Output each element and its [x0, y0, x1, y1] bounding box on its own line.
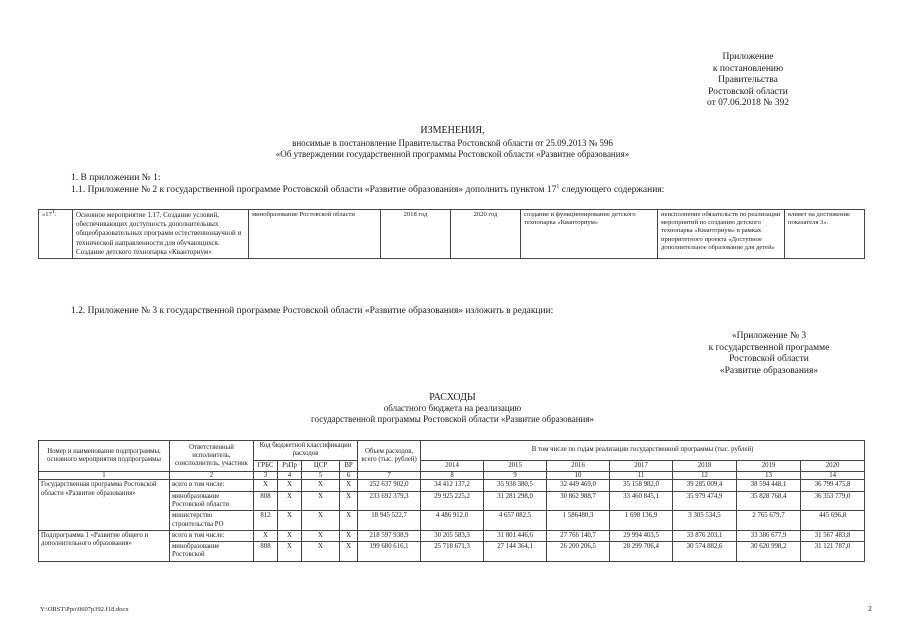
header-rzpr: РзПр — [278, 460, 302, 471]
row-executor: всего в том числе: — [170, 530, 254, 541]
header-year: 2014 — [421, 460, 484, 471]
column-number: 3 — [254, 471, 278, 480]
paragraph-text: 1.1. Приложение № 2 к государственной программе Ростовской области «Развитие образования» дополнить пунктом 17 — [71, 185, 557, 195]
row-year-value: 3 305 534,5 — [673, 511, 737, 531]
header-budget-code: Код бюджетной классификации расходов — [254, 441, 358, 461]
row-year-value: 31 281 298,0 — [484, 491, 547, 511]
row-year-value: 27 766 140,7 — [547, 530, 610, 541]
column-number: 13 — [737, 471, 801, 480]
row-year-value: 445 696,8 — [801, 511, 865, 531]
column-number: 12 — [673, 471, 737, 480]
row-grbs: X — [254, 480, 278, 491]
row-rzpr: X — [278, 530, 302, 541]
column-number: 2 — [170, 471, 254, 480]
superscript: 1 — [51, 208, 55, 215]
measure-result: создание и функционирование детского технопарка «Кванториум» — [521, 210, 658, 259]
row-grbs: 812 — [254, 511, 278, 531]
document-subtitle: вносимые в постановление Правительства Ростовской области от 25.09.2013 № 596 — [292, 138, 613, 148]
row-csr: X — [302, 542, 340, 562]
superscript: 1 — [556, 183, 560, 190]
header-year: 2017 — [610, 460, 673, 471]
column-number: 1 — [39, 471, 170, 480]
header-year: 2015 — [484, 460, 547, 471]
row-year-value: 29 994 403,5 — [610, 530, 673, 541]
header-volume: Объем расходов, всего (тыс. рублей) — [358, 441, 421, 472]
row-vr: X — [340, 530, 358, 541]
appendix-3-line: «Развитие образования» — [719, 365, 819, 376]
appendix-line: Приложение — [722, 52, 774, 62]
header-year: 2016 — [547, 460, 610, 471]
row-rzpr: X — [278, 542, 302, 562]
header-year: 2020 — [801, 460, 865, 471]
row-year-value: 25 718 671,3 — [421, 542, 484, 562]
row-year-value: 38 594 448,1 — [737, 480, 801, 491]
row-total: 252 637 902,0 — [358, 480, 421, 491]
row-year-value: 1 586480,3 — [547, 511, 610, 531]
document-subtitle: «Об утверждении государственной программы Ростовской области «Развитие образования» — [275, 149, 630, 159]
row-vr: X — [340, 511, 358, 531]
appendix-3-line: к государственной программе — [708, 342, 830, 353]
row-rzpr: X — [278, 480, 302, 491]
row-rzpr: X — [278, 491, 302, 511]
row-year-value: 4 486 912,0 — [421, 511, 484, 531]
paragraph-text: следующего содержания: — [559, 185, 665, 195]
paragraph-1: 1. В приложении № 1: — [71, 173, 161, 183]
header-name: Номер и наименование подпрограммы, основного мероприятия подпрограммы — [39, 441, 170, 472]
appendix-line: Ростовской области — [708, 86, 788, 97]
row-grbs: X — [254, 530, 278, 541]
row-year-value: 31 121 787,0 — [801, 542, 865, 562]
row-vr: X — [340, 480, 358, 491]
table-row — [39, 480, 865, 491]
appendix-line: к постановлению — [712, 63, 784, 74]
subprogram-name: Подпрограмма 1 «Развитие общего и дополнительного образования» — [39, 530, 170, 561]
row-year-value: 2 765 679,7 — [737, 511, 801, 531]
row-executor: министерство строительства РО — [170, 511, 254, 531]
row-executor: минобразование Ростовской области — [170, 491, 254, 511]
measure-name: Основное мероприятие 1.17. Создание условий, обеспечивающих доступность дополнительных общеобразовательных программ естественнонаучной и технической направленности для обучающихся. Создание детского технопарка «Кванториум» — [73, 210, 249, 259]
row-vr: X — [340, 542, 358, 562]
appendix-line: Правительства — [718, 75, 778, 86]
row-total: 18 945 522,7 — [358, 511, 421, 531]
appendix-3-header — [689, 331, 849, 377]
appendix-3-line: Ростовской области — [729, 354, 809, 365]
row-year-value: 33 460 845,1 — [610, 491, 673, 511]
row-year-value: 35 938 380,5 — [484, 480, 547, 491]
row-year-value: 32 449 469,0 — [547, 480, 610, 491]
row-year-value: 4 657 082,5 — [484, 511, 547, 531]
row-year-value: 30 574 882,6 — [673, 542, 737, 562]
row-grbs: 808 — [254, 491, 278, 511]
row-executor: минобразование Ростовской — [170, 542, 254, 562]
row-year-value: 28 299 706,4 — [610, 542, 673, 562]
header-vr: ВР — [340, 460, 358, 471]
measure-number: «17 — [42, 211, 52, 218]
row-csr: X — [302, 491, 340, 511]
file-path: Y:\ORST\Ppo\0607p392.f18.docx — [40, 606, 129, 613]
column-number-row — [39, 471, 865, 480]
header-year: 2019 — [737, 460, 801, 471]
row-year-value: 36 799 475,8 — [801, 480, 865, 491]
row-csr: X — [302, 530, 340, 541]
column-number: 8 — [421, 471, 484, 480]
header-year: 2018 — [673, 460, 737, 471]
expenses-title — [0, 392, 905, 425]
expenses-title-line: областного бюджета на реализацию — [383, 403, 522, 413]
row-year-value: 27 144 364,1 — [484, 542, 547, 562]
header-grbs: ГРБС — [254, 460, 278, 471]
paragraph-1-1 — [71, 185, 664, 196]
appendix-header — [668, 52, 828, 110]
row-year-value: 33 386 677,9 — [737, 530, 801, 541]
column-number: 10 — [547, 471, 610, 480]
row-year-value: 35 979 474,9 — [673, 491, 737, 511]
expenses-title-line: государственной программы Ростовской области «Развитие образования» — [311, 414, 594, 424]
page-number: 2 — [868, 604, 872, 613]
measure-number-cell — [39, 210, 73, 259]
header-executor: Ответственный исполнитель, соисполнитель, участник — [170, 441, 254, 472]
row-year-value: 26 200 206,5 — [547, 542, 610, 562]
row-year-value: 31 567 483,8 — [801, 530, 865, 541]
measure-start: 2018 год — [381, 210, 451, 259]
row-total: 199 680 616,1 — [358, 542, 421, 562]
column-number: 11 — [610, 471, 673, 480]
row-csr: X — [302, 480, 340, 491]
expenses-title-line: РАСХОДЫ — [429, 392, 476, 403]
column-number: 4 — [278, 471, 302, 480]
column-number: 14 — [801, 471, 865, 480]
column-number: 7 — [358, 471, 421, 480]
row-year-value: 30 205 583,3 — [421, 530, 484, 541]
column-number: 6 — [340, 471, 358, 480]
table-row — [39, 530, 865, 541]
column-number: 5 — [302, 471, 340, 480]
row-executor: всего в том числе: — [170, 480, 254, 491]
measure-link: влияет на достижение показателя 3». — [785, 210, 865, 259]
measure-end: 2020 год — [451, 210, 521, 259]
row-vr: X — [340, 491, 358, 511]
measure-consequence: неисполнение обязательств по реализации мероприятий по созданию детского технопарка «Кванториум» в рамках приоритетного проекта «Доступное дополнительное образование для детей» — [658, 210, 785, 259]
appendix-line: от 07.06.2018 № 392 — [707, 98, 789, 109]
row-year-value: 29 925 225,2 — [421, 491, 484, 511]
row-csr: X — [302, 511, 340, 531]
measure-executor: минобразование Ростовской области — [249, 210, 381, 259]
paragraph-1-2: 1.2. Приложение № 3 к государственной программе Ростовской области «Развитие образования» изложить в редакции: — [71, 306, 554, 316]
expenses-table — [38, 440, 865, 562]
column-number: 9 — [484, 471, 547, 480]
row-year-value: 36 353 779,0 — [801, 491, 865, 511]
row-year-value: 35 158 982,0 — [610, 480, 673, 491]
measure-number-end: . — [54, 211, 57, 218]
row-year-value: 30 620 998,2 — [737, 542, 801, 562]
document-title: ИЗМЕНЕНИЯ, — [420, 125, 485, 136]
row-year-value: 34 412 137,2 — [421, 480, 484, 491]
row-year-value: 31 801 446,6 — [484, 530, 547, 541]
row-grbs: 808 — [254, 542, 278, 562]
row-rzpr: X — [278, 511, 302, 531]
row-year-value: 33 876 203,1 — [673, 530, 737, 541]
header-years: В том числе по годам реализации государственной программы (тыс. рублей) — [421, 441, 865, 461]
appendix-3-line: «Приложение № 3 — [731, 331, 807, 341]
row-total: 233 692 379,3 — [358, 491, 421, 511]
header-csr: ЦСР — [302, 460, 340, 471]
row-total: 218 597 938,9 — [358, 530, 421, 541]
program-name: Государственная программа Ростовской области «Развитие образования» — [39, 480, 170, 530]
row-year-value: 39 285 009,4 — [673, 480, 737, 491]
measure-17-1-table — [38, 209, 865, 259]
row-year-value: 35 828 768,4 — [737, 491, 801, 511]
row-year-value: 1 698 136,9 — [610, 511, 673, 531]
row-year-value: 30 862 988,7 — [547, 491, 610, 511]
